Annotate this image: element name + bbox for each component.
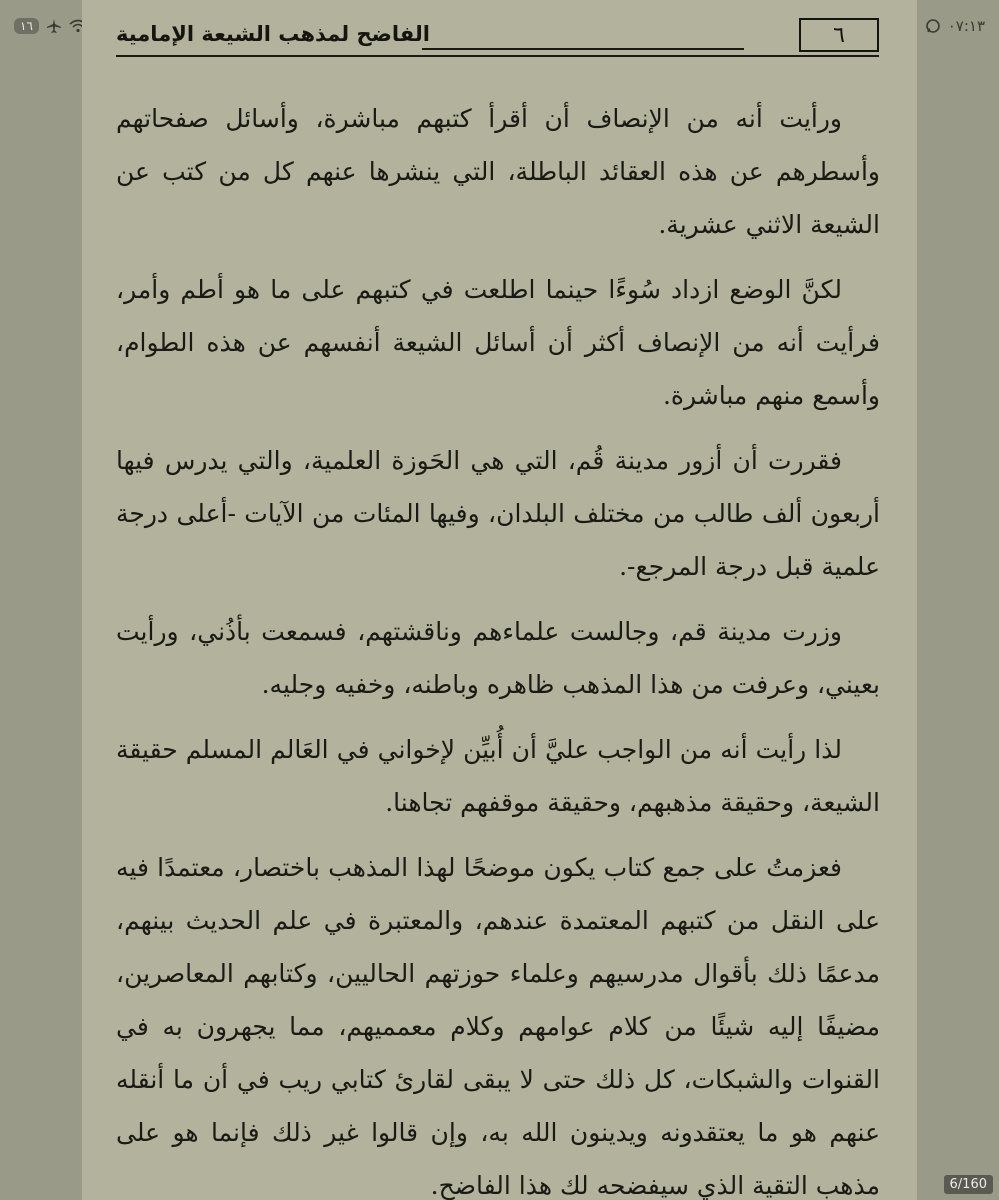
- page-counter: 6/160: [944, 1175, 993, 1194]
- header-rule: [116, 55, 879, 57]
- airplane-icon: [45, 17, 63, 35]
- paragraph: فعزمتُ على جمع كتاب يكون موضحًا لهذا المذهب باختصار، معتمدًا فيه على النقل من كتبهم المعتمدة عندهم، والمعتبرة في علم الحديث بينهم، مدعمًا ذلك بأقوال مدرسيهم وعلماء حوزتهم الحاليين، وكتابهم المعاصرين، مضيفًا إليه شيئًا من كلام عوامهم وكلام معمميهم، مما يجهرون به في القنوات والشبكات، كل ذلك حتى لا يبقى لقارئ كتابي ريب في أن ما أنقله عنهم هو ما يعتقدونه ويدينون الله به، وإن قالوا غير ذلك فإنما هو على مذهب التقية الذي سيفضحه لك هذا الفاضح.: [116, 853, 880, 1200]
- paragraph: فقررت أن أزور مدينة قُم، التي هي الحَوزة العلمية، والتي يدرس فيها أربعون ألف طالب من مختلف البلدان، وفيها المئات من الآيات -أعلى درجة علمية قبل درجة المرجع-.: [116, 446, 880, 581]
- book-title: الفاضح لمذهب الشيعة الإمامية: [116, 22, 430, 46]
- book-page[interactable]: [82, 0, 917, 1200]
- battery-indicator: ١٦: [14, 18, 39, 34]
- header-mid-rule: [422, 48, 744, 50]
- paragraph: لكنَّ الوضع ازداد سُوءًا حينما اطلعت في كتبهم على ما هو أطم وأمر، فرأيت أنه من الإنصاف أكثر أن أسائل الشيعة أنفسهم عن هذه الطوام، وأسمع منهم مباشرة.: [116, 275, 880, 410]
- page-header: [116, 14, 879, 62]
- page-number: ٦: [799, 18, 879, 52]
- page-body: [116, 92, 880, 1200]
- paragraph: وزرت مدينة قم، وجالست علماءهم وناقشتهم، فسمعت بأذُني، ورأيت بعيني، وعرفت من هذا المذهب ظاهره وباطنه، وخفيه وجليه.: [116, 617, 880, 699]
- paragraph: لذا رأيت أنه من الواجب عليَّ أن أُبيِّن لإخواني في العَالم المسلم حقيقة الشيعة، وحقيقة مذهبهم، وحقيقة موقفهم تجاهنا.: [116, 735, 880, 817]
- paragraph: ورأيت أنه من الإنصاف أن أقرأ كتبهم مباشرة، وأسائل صفحاتهم وأسطرهم عن هذه العقائد الباطلة، التي ينشرها عنهم كل من كتب عن الشيعة الاثني عشرية.: [116, 104, 880, 239]
- whatsapp-icon: [924, 17, 942, 35]
- status-time: ٠٧:١٣: [947, 17, 985, 35]
